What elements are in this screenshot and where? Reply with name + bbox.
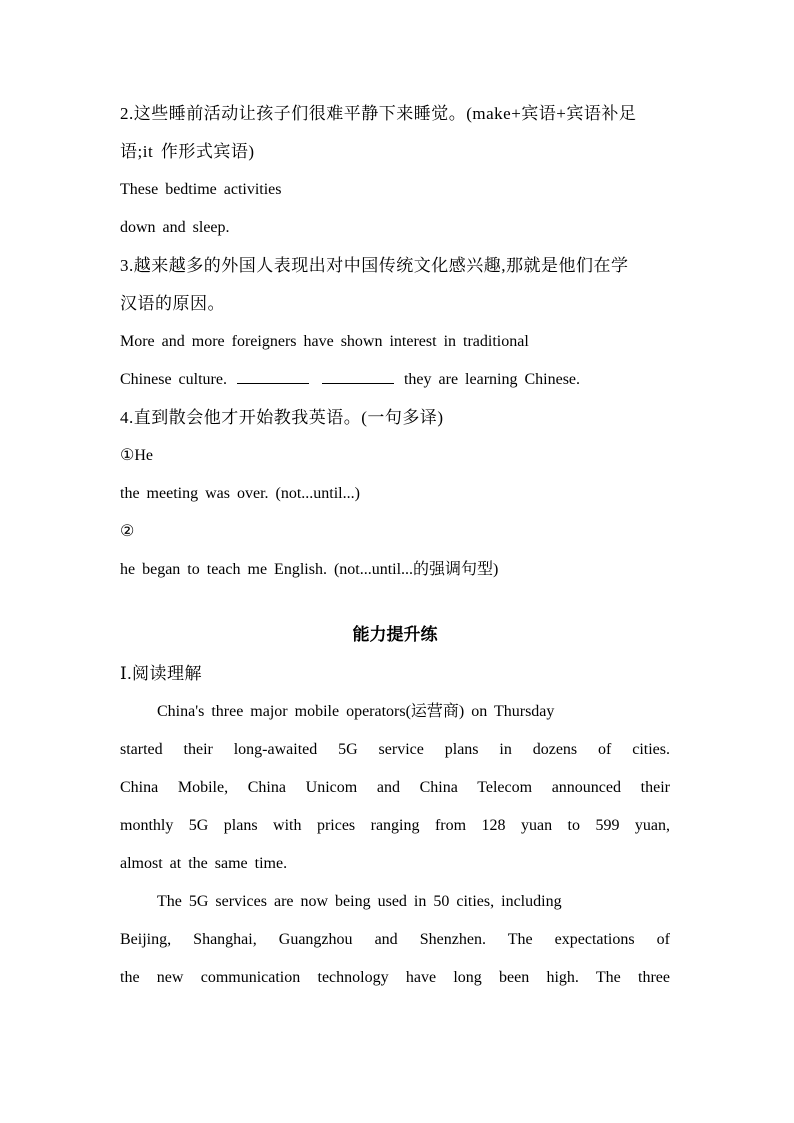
fill-blank-2[interactable] xyxy=(322,369,394,384)
q3-prompt-cont: 汉语的原因。 xyxy=(120,294,225,313)
q2-answer-line-2: down and sleep. xyxy=(120,219,230,236)
q2-prompt: 2.这些睡前活动让孩子们很难平静下来睡觉。(make+宾语+宾语补足 xyxy=(120,104,637,123)
q3-answer-line-1: More and more foreigners have shown interest in traditional xyxy=(120,333,529,350)
passage-p2-line-3: the new communication technology have long been high. The three xyxy=(120,969,670,986)
section-subtitle: Ⅰ.阅读理解 xyxy=(120,664,202,683)
q3-prompt: 3.越来越多的外国人表现出对中国传统文化感兴趣,那就是他们在学 xyxy=(120,256,629,275)
passage-p1-line-1: China's three major mobile operators(运营商) on Thursday xyxy=(157,703,555,720)
q2-answer-line-1: These bedtime activities xyxy=(120,181,282,198)
q4-option-a-label: ①He xyxy=(120,447,153,464)
q3-line2-end: they are learning Chinese. xyxy=(403,371,581,388)
passage-p1-line-3: China Mobile, China Unicom and China Telecom announced their xyxy=(120,779,670,796)
passage-p1-line-2: started their long-awaited 5G service plans in dozens of cities. xyxy=(120,741,670,758)
passage-p1-line-4: monthly 5G plans with prices ranging from 128 yuan to 599 yuan, xyxy=(120,817,670,834)
q4-option-b-line: he began to teach me English. (not...until...的强调句型) xyxy=(120,561,499,578)
q3-answer-line-2 xyxy=(120,361,670,399)
q4-option-b-label: ② xyxy=(120,523,135,540)
passage-p2-line-1: The 5G services are now being used in 50 cities, including xyxy=(157,893,562,910)
q4-option-a-line: the meeting was over. (not...until...) xyxy=(120,485,360,502)
passage-p2-line-2: Beijing, Shanghai, Guangzhou and Shenzhen. The expectations of xyxy=(120,931,670,948)
q3-line2-start: Chinese culture. xyxy=(120,371,227,388)
q2-prompt-cont: 语;it 作形式宾语) xyxy=(120,142,255,161)
worksheet-page xyxy=(120,95,670,997)
q4-prompt: 4.直到散会他才开始教我英语。(一句多译) xyxy=(120,408,444,427)
passage-p1-line-5: almost at the same time. xyxy=(120,855,288,872)
fill-blank-1[interactable] xyxy=(237,369,309,384)
section-title: 能力提升练 xyxy=(352,625,438,644)
